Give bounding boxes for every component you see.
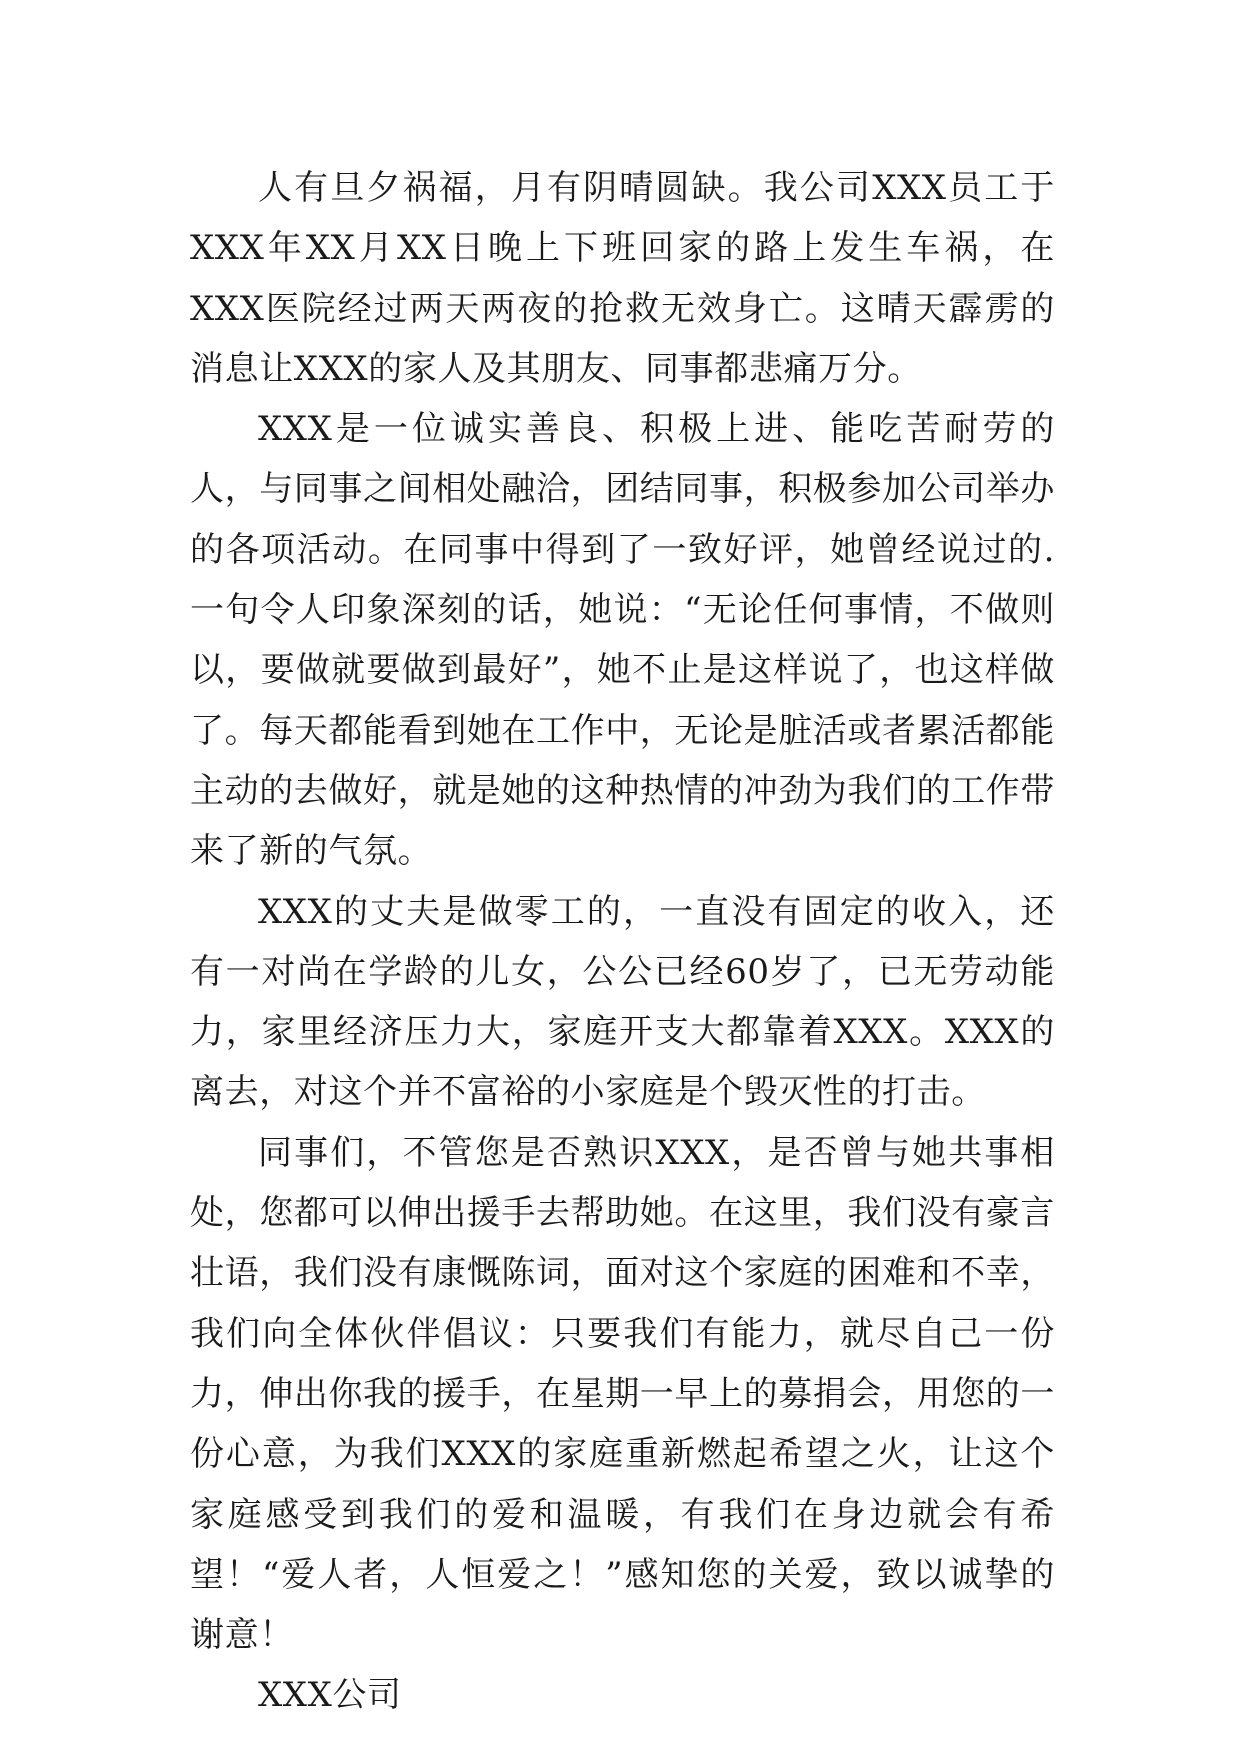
signature: XXX公司 (258, 1675, 402, 1716)
document-body (190, 158, 1055, 1726)
paragraph-2: XXX是一位诚实善良、积极上进、能吃苦耐劳的人，与同事之间相处融洽，团结同事，积极参加公司举办的各项活动。在同事中得到了一致好评，她曾经说过的.一句令人印象深刻的话，她说：“无论任何事情，不做则以，要做就要做到最好”，她不止是这样说了，也这样做了。每天都能看到她在工作中，无论是脏活或者累活都能主动的去做好，就是她的这种热情的冲劲为我们的工作带来了新的气氛。 (190, 409, 1055, 872)
paragraph-3: XXX的丈夫是做零工的，一直没有固定的收入，还有一对尚在学龄的儿女，公公已经60岁了，已无劳动能力，家里经济压力大，家庭开支大都靠着XXX。XXX的离去，对这个并不富裕的小家庭是个毁灭性的打击。 (190, 891, 1055, 1113)
paragraph-1: 人有旦夕祸福，月有阴晴圆缺。我公司XXX员工于XXX年XX月XX日晚上下班回家的路上发生车祸，在XXX医院经过两天两夜的抢救无效身亡。这晴天霹雳的消息让XXX的家人及其朋友、同事都悲痛万分。 (190, 168, 1055, 389)
paragraph-4: 同事们，不管您是否熟识XXX，是否曾与她共事相处，您都可以伸出援手去帮助她。在这里，我们没有豪言壮语，我们没有康慨陈词，面对这个家庭的困难和不幸，我们向全体伙伴倡议：只要我们有能力，就尽自己一份力，伸出你我的援手，在星期一早上的募捐会，用您的一份心意，为我们XXX的家庭重新燃起希望之火，让这个家庭感受到我们的爱和温暖，有我们在身边就会有希望！“爱人者，人恒爱之！”感知您的关爱，致以诚挚的谢意！ (190, 1132, 1055, 1656)
